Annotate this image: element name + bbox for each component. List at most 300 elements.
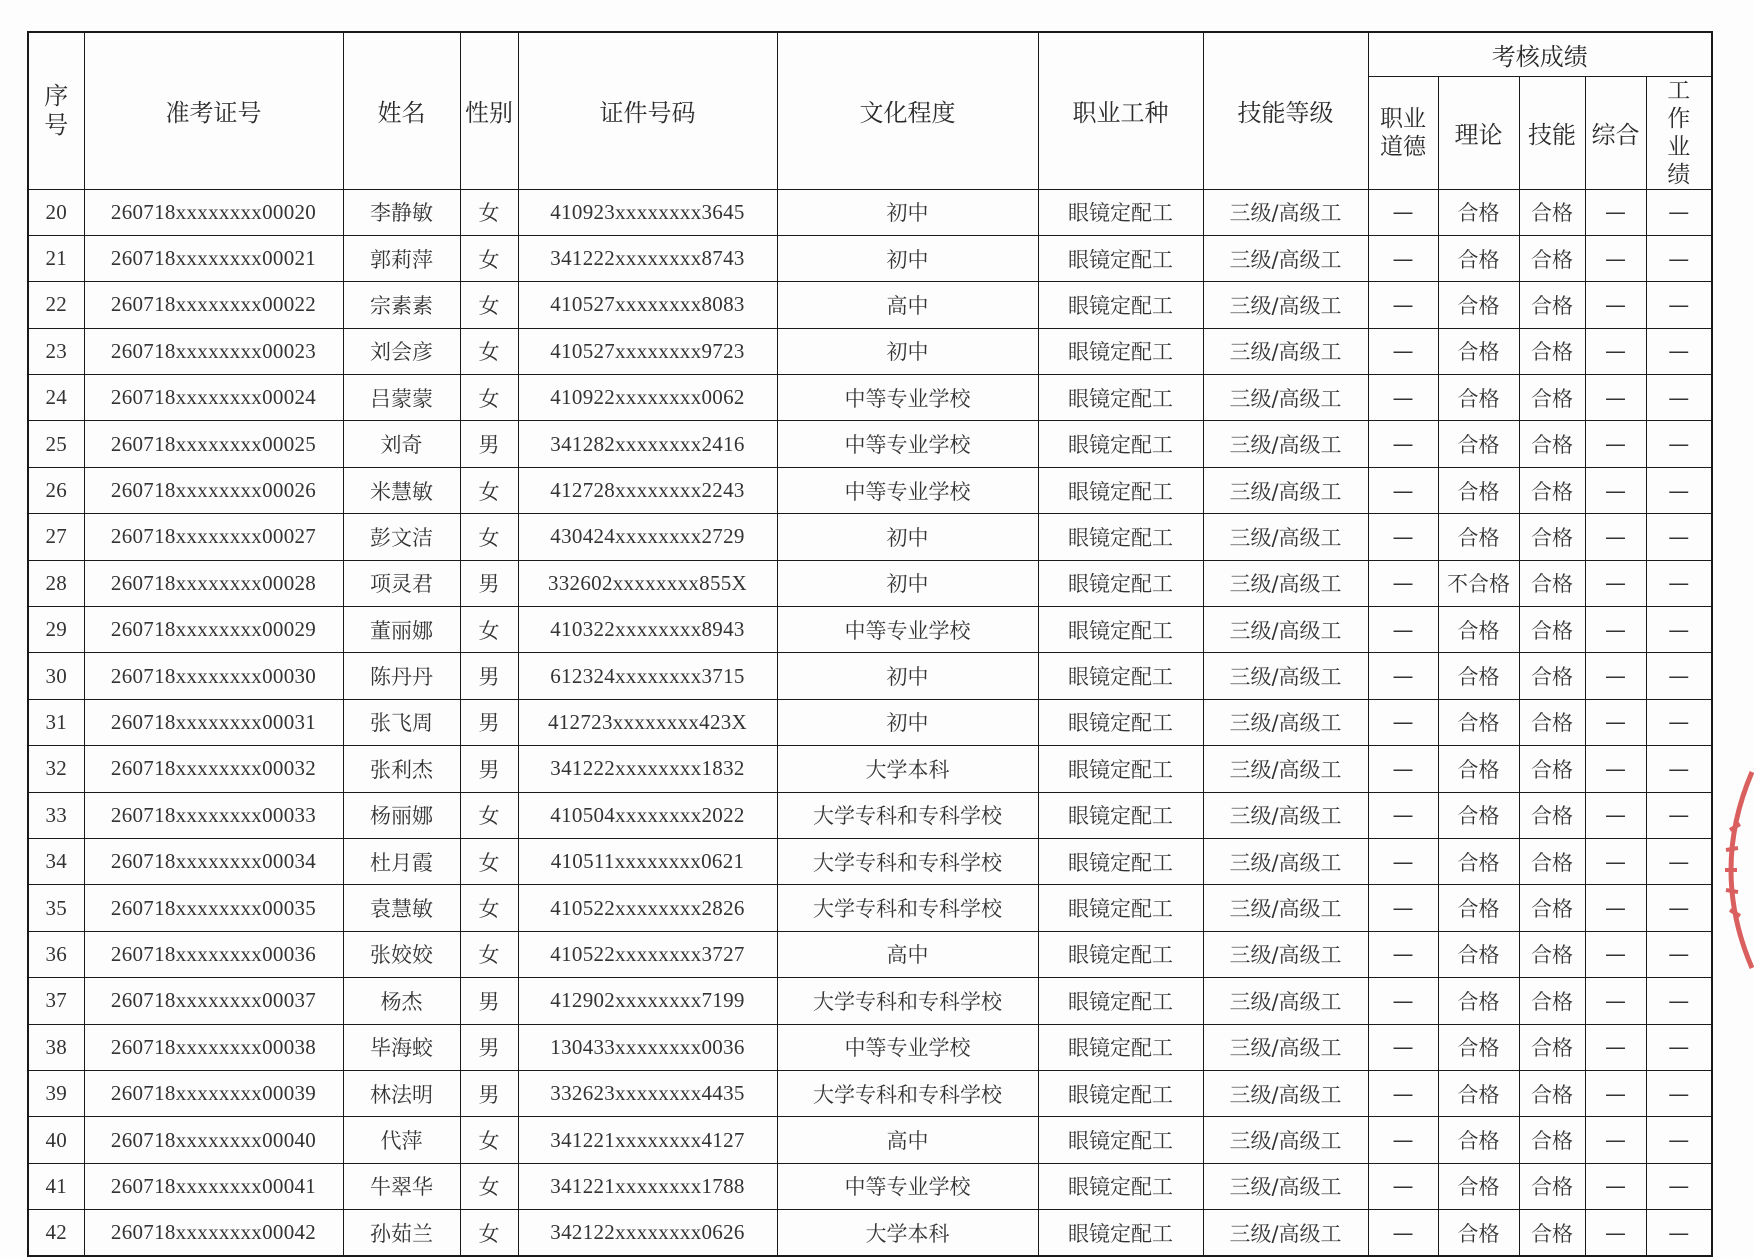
cell-work: — xyxy=(1646,653,1712,699)
table-row xyxy=(28,328,1712,374)
cell-job: 眼镜定配工 xyxy=(1038,189,1203,235)
cell-ethics: — xyxy=(1368,838,1438,884)
cell-name: 牛翠华 xyxy=(343,1163,460,1209)
cell-name: 袁慧敏 xyxy=(343,885,460,931)
cell-ethics: — xyxy=(1368,1210,1438,1256)
cell-overall: — xyxy=(1585,1210,1646,1256)
cell-theory: 合格 xyxy=(1438,282,1519,328)
cell-name: 吕蒙蒙 xyxy=(343,375,460,421)
cell-theory: 合格 xyxy=(1438,1117,1519,1163)
cell-level: 三级/高级工 xyxy=(1203,653,1368,699)
cell-job: 眼镜定配工 xyxy=(1038,746,1203,792)
table-row xyxy=(28,653,1712,699)
cell-level: 三级/高级工 xyxy=(1203,560,1368,606)
cell-ticket: 260718xxxxxxxx00034 xyxy=(84,838,343,884)
cell-seq: 20 xyxy=(28,189,84,235)
cell-name: 张姣姣 xyxy=(343,931,460,977)
cell-seq: 39 xyxy=(28,1070,84,1116)
cell-name: 董丽娜 xyxy=(343,607,460,653)
cell-ticket: 260718xxxxxxxx00031 xyxy=(84,699,343,745)
cell-edu: 大学专科和专科学校 xyxy=(777,792,1038,838)
cell-level: 三级/高级工 xyxy=(1203,607,1368,653)
cell-overall: — xyxy=(1585,607,1646,653)
cell-work: — xyxy=(1646,931,1712,977)
cell-seq: 35 xyxy=(28,885,84,931)
header-name: 姓名 xyxy=(343,32,460,189)
cell-skill: 合格 xyxy=(1519,885,1585,931)
header-ticket: 准考证号 xyxy=(84,32,343,189)
cell-job: 眼镜定配工 xyxy=(1038,1163,1203,1209)
cell-gender: 女 xyxy=(460,792,518,838)
cell-job: 眼镜定配工 xyxy=(1038,328,1203,374)
cell-gender: 女 xyxy=(460,189,518,235)
cell-level: 三级/高级工 xyxy=(1203,421,1368,467)
cell-skill: 合格 xyxy=(1519,421,1585,467)
cell-overall: — xyxy=(1585,699,1646,745)
cell-seq: 25 xyxy=(28,421,84,467)
cell-overall: — xyxy=(1585,885,1646,931)
header-scores: 考核成绩 xyxy=(1368,32,1712,76)
header-work: 工作业绩 xyxy=(1646,76,1712,189)
table-row xyxy=(28,1117,1712,1163)
cell-seq: 32 xyxy=(28,746,84,792)
cell-ticket: 260718xxxxxxxx00039 xyxy=(84,1070,343,1116)
cell-overall: — xyxy=(1585,838,1646,884)
cell-gender: 男 xyxy=(460,1070,518,1116)
table-row xyxy=(28,885,1712,931)
cell-theory: 合格 xyxy=(1438,1070,1519,1116)
cell-skill: 合格 xyxy=(1519,978,1585,1024)
cell-work: — xyxy=(1646,560,1712,606)
cell-ticket: 260718xxxxxxxx00029 xyxy=(84,607,343,653)
cell-theory: 合格 xyxy=(1438,838,1519,884)
cell-level: 三级/高级工 xyxy=(1203,699,1368,745)
cell-job: 眼镜定配工 xyxy=(1038,653,1203,699)
table-row xyxy=(28,607,1712,653)
cell-work: — xyxy=(1646,885,1712,931)
cell-ethics: — xyxy=(1368,560,1438,606)
cell-id: 410522xxxxxxxx2826 xyxy=(518,885,777,931)
cell-ticket: 260718xxxxxxxx00033 xyxy=(84,792,343,838)
table-row xyxy=(28,1070,1712,1116)
cell-ticket: 260718xxxxxxxx00023 xyxy=(84,328,343,374)
table-row xyxy=(28,792,1712,838)
cell-name: 宗素素 xyxy=(343,282,460,328)
cell-id: 412902xxxxxxxx7199 xyxy=(518,978,777,1024)
table-row xyxy=(28,375,1712,421)
header-ethics: 职业道德 xyxy=(1368,76,1438,189)
cell-theory: 合格 xyxy=(1438,235,1519,281)
cell-level: 三级/高级工 xyxy=(1203,328,1368,374)
cell-seq: 42 xyxy=(28,1210,84,1256)
cell-ticket: 260718xxxxxxxx00032 xyxy=(84,746,343,792)
cell-skill: 合格 xyxy=(1519,699,1585,745)
table-row xyxy=(28,838,1712,884)
cell-ticket: 260718xxxxxxxx00024 xyxy=(84,375,343,421)
cell-ticket: 260718xxxxxxxx00020 xyxy=(84,189,343,235)
cell-skill: 合格 xyxy=(1519,467,1585,513)
cell-name: 杨杰 xyxy=(343,978,460,1024)
cell-id: 130433xxxxxxxx0036 xyxy=(518,1024,777,1070)
cell-skill: 合格 xyxy=(1519,375,1585,421)
cell-gender: 女 xyxy=(460,467,518,513)
cell-id: 341282xxxxxxxx2416 xyxy=(518,421,777,467)
cell-seq: 40 xyxy=(28,1117,84,1163)
cell-theory: 合格 xyxy=(1438,514,1519,560)
cell-seq: 21 xyxy=(28,235,84,281)
cell-gender: 男 xyxy=(460,653,518,699)
cell-gender: 女 xyxy=(460,282,518,328)
cell-id: 410527xxxxxxxx9723 xyxy=(518,328,777,374)
cell-seq: 33 xyxy=(28,792,84,838)
table-row xyxy=(28,1163,1712,1209)
cell-ticket: 260718xxxxxxxx00042 xyxy=(84,1210,343,1256)
cell-ticket: 260718xxxxxxxx00037 xyxy=(84,978,343,1024)
cell-id: 430424xxxxxxxx2729 xyxy=(518,514,777,560)
cell-name: 代萍 xyxy=(343,1117,460,1163)
cell-seq: 24 xyxy=(28,375,84,421)
cell-overall: — xyxy=(1585,282,1646,328)
cell-seq: 41 xyxy=(28,1163,84,1209)
cell-edu: 初中 xyxy=(777,699,1038,745)
cell-theory: 合格 xyxy=(1438,699,1519,745)
cell-job: 眼镜定配工 xyxy=(1038,607,1203,653)
cell-ticket: 260718xxxxxxxx00026 xyxy=(84,467,343,513)
cell-work: — xyxy=(1646,1070,1712,1116)
cell-gender: 男 xyxy=(460,421,518,467)
cell-edu: 中等专业学校 xyxy=(777,1163,1038,1209)
cell-id: 412723xxxxxxxx423X xyxy=(518,699,777,745)
cell-theory: 合格 xyxy=(1438,653,1519,699)
cell-id: 410522xxxxxxxx3727 xyxy=(518,931,777,977)
red-seal-stamp xyxy=(1700,770,1754,970)
cell-overall: — xyxy=(1585,189,1646,235)
cell-work: — xyxy=(1646,282,1712,328)
cell-ticket: 260718xxxxxxxx00038 xyxy=(84,1024,343,1070)
cell-skill: 合格 xyxy=(1519,1210,1585,1256)
table-body xyxy=(28,189,1712,1256)
cell-ethics: — xyxy=(1368,1024,1438,1070)
cell-gender: 女 xyxy=(460,1163,518,1209)
cell-edu: 大学专科和专科学校 xyxy=(777,885,1038,931)
cell-edu: 大学本科 xyxy=(777,746,1038,792)
cell-ethics: — xyxy=(1368,1070,1438,1116)
header-gender: 性别 xyxy=(460,32,518,189)
cell-theory: 合格 xyxy=(1438,978,1519,1024)
cell-seq: 38 xyxy=(28,1024,84,1070)
cell-ethics: — xyxy=(1368,792,1438,838)
cell-skill: 合格 xyxy=(1519,1163,1585,1209)
cell-job: 眼镜定配工 xyxy=(1038,1210,1203,1256)
cell-skill: 合格 xyxy=(1519,607,1585,653)
cell-ethics: — xyxy=(1368,189,1438,235)
cell-seq: 36 xyxy=(28,931,84,977)
cell-name: 李静敏 xyxy=(343,189,460,235)
cell-skill: 合格 xyxy=(1519,560,1585,606)
cell-work: — xyxy=(1646,514,1712,560)
cell-overall: — xyxy=(1585,375,1646,421)
header-overall: 综合 xyxy=(1585,76,1646,189)
cell-edu: 初中 xyxy=(777,189,1038,235)
cell-job: 眼镜定配工 xyxy=(1038,978,1203,1024)
cell-work: — xyxy=(1646,699,1712,745)
cell-gender: 女 xyxy=(460,838,518,884)
cell-seq: 31 xyxy=(28,699,84,745)
table-row xyxy=(28,746,1712,792)
cell-work: — xyxy=(1646,235,1712,281)
cell-job: 眼镜定配工 xyxy=(1038,514,1203,560)
cell-edu: 中等专业学校 xyxy=(777,1024,1038,1070)
cell-id: 332602xxxxxxxx855X xyxy=(518,560,777,606)
cell-seq: 37 xyxy=(28,978,84,1024)
cell-work: — xyxy=(1646,607,1712,653)
cell-name: 刘奇 xyxy=(343,421,460,467)
header-seq: 序号 xyxy=(28,32,84,189)
cell-level: 三级/高级工 xyxy=(1203,467,1368,513)
cell-level: 三级/高级工 xyxy=(1203,838,1368,884)
cell-overall: — xyxy=(1585,560,1646,606)
cell-gender: 女 xyxy=(460,1117,518,1163)
table-row xyxy=(28,282,1712,328)
cell-level: 三级/高级工 xyxy=(1203,931,1368,977)
cell-name: 项灵君 xyxy=(343,560,460,606)
cell-level: 三级/高级工 xyxy=(1203,1163,1368,1209)
cell-edu: 中等专业学校 xyxy=(777,375,1038,421)
cell-seq: 28 xyxy=(28,560,84,606)
cell-ethics: — xyxy=(1368,514,1438,560)
cell-id: 341222xxxxxxxx8743 xyxy=(518,235,777,281)
cell-ethics: — xyxy=(1368,699,1438,745)
cell-level: 三级/高级工 xyxy=(1203,235,1368,281)
header-job: 职业工种 xyxy=(1038,32,1203,189)
cell-ticket: 260718xxxxxxxx00041 xyxy=(84,1163,343,1209)
cell-overall: — xyxy=(1585,1070,1646,1116)
cell-ethics: — xyxy=(1368,421,1438,467)
cell-skill: 合格 xyxy=(1519,746,1585,792)
cell-skill: 合格 xyxy=(1519,1117,1585,1163)
cell-theory: 合格 xyxy=(1438,467,1519,513)
cell-level: 三级/高级工 xyxy=(1203,282,1368,328)
cell-ethics: — xyxy=(1368,978,1438,1024)
cell-ethics: — xyxy=(1368,746,1438,792)
cell-level: 三级/高级工 xyxy=(1203,1024,1368,1070)
cell-id: 410322xxxxxxxx8943 xyxy=(518,607,777,653)
cell-gender: 男 xyxy=(460,699,518,745)
cell-gender: 女 xyxy=(460,1210,518,1256)
header-skill: 技能 xyxy=(1519,76,1585,189)
cell-name: 毕海蛟 xyxy=(343,1024,460,1070)
cell-job: 眼镜定配工 xyxy=(1038,792,1203,838)
cell-id: 341222xxxxxxxx1832 xyxy=(518,746,777,792)
cell-overall: — xyxy=(1585,978,1646,1024)
cell-work: — xyxy=(1646,328,1712,374)
cell-ticket: 260718xxxxxxxx00028 xyxy=(84,560,343,606)
cell-level: 三级/高级工 xyxy=(1203,1070,1368,1116)
cell-level: 三级/高级工 xyxy=(1203,746,1368,792)
cell-name: 彭文洁 xyxy=(343,514,460,560)
cell-theory: 合格 xyxy=(1438,885,1519,931)
cell-skill: 合格 xyxy=(1519,653,1585,699)
cell-name: 米慧敏 xyxy=(343,467,460,513)
cell-theory: 合格 xyxy=(1438,1163,1519,1209)
cell-theory: 合格 xyxy=(1438,746,1519,792)
cell-overall: — xyxy=(1585,931,1646,977)
cell-skill: 合格 xyxy=(1519,792,1585,838)
cell-ticket: 260718xxxxxxxx00040 xyxy=(84,1117,343,1163)
cell-gender: 男 xyxy=(460,978,518,1024)
cell-job: 眼镜定配工 xyxy=(1038,885,1203,931)
cell-edu: 大学专科和专科学校 xyxy=(777,978,1038,1024)
table-row xyxy=(28,235,1712,281)
cell-id: 341221xxxxxxxx1788 xyxy=(518,1163,777,1209)
cell-job: 眼镜定配工 xyxy=(1038,282,1203,328)
cell-theory: 合格 xyxy=(1438,607,1519,653)
cell-id: 410527xxxxxxxx8083 xyxy=(518,282,777,328)
table-row xyxy=(28,514,1712,560)
cell-gender: 男 xyxy=(460,1024,518,1070)
cell-seq: 26 xyxy=(28,467,84,513)
cell-ticket: 260718xxxxxxxx00022 xyxy=(84,282,343,328)
cell-id: 412728xxxxxxxx2243 xyxy=(518,467,777,513)
cell-edu: 大学专科和专科学校 xyxy=(777,1070,1038,1116)
cell-gender: 女 xyxy=(460,328,518,374)
cell-work: — xyxy=(1646,792,1712,838)
table-row xyxy=(28,1024,1712,1070)
cell-gender: 女 xyxy=(460,931,518,977)
cell-overall: — xyxy=(1585,1117,1646,1163)
table-row xyxy=(28,421,1712,467)
cell-ticket: 260718xxxxxxxx00035 xyxy=(84,885,343,931)
cell-id: 341221xxxxxxxx4127 xyxy=(518,1117,777,1163)
cell-skill: 合格 xyxy=(1519,1024,1585,1070)
cell-job: 眼镜定配工 xyxy=(1038,838,1203,884)
cell-level: 三级/高级工 xyxy=(1203,885,1368,931)
cell-id: 612324xxxxxxxx3715 xyxy=(518,653,777,699)
cell-name: 孙茹兰 xyxy=(343,1210,460,1256)
cell-ticket: 260718xxxxxxxx00021 xyxy=(84,235,343,281)
cell-theory: 合格 xyxy=(1438,421,1519,467)
cell-skill: 合格 xyxy=(1519,328,1585,374)
cell-overall: — xyxy=(1585,328,1646,374)
table-header xyxy=(28,32,1712,189)
cell-work: — xyxy=(1646,1117,1712,1163)
cell-ethics: — xyxy=(1368,328,1438,374)
cell-gender: 女 xyxy=(460,514,518,560)
cell-skill: 合格 xyxy=(1519,838,1585,884)
cell-theory: 合格 xyxy=(1438,792,1519,838)
header-id: 证件号码 xyxy=(518,32,777,189)
cell-edu: 大学专科和专科学校 xyxy=(777,838,1038,884)
cell-skill: 合格 xyxy=(1519,189,1585,235)
cell-id: 410922xxxxxxxx0062 xyxy=(518,375,777,421)
cell-ethics: — xyxy=(1368,653,1438,699)
table-row xyxy=(28,467,1712,513)
cell-theory: 不合格 xyxy=(1438,560,1519,606)
cell-id: 410504xxxxxxxx2022 xyxy=(518,792,777,838)
cell-edu: 初中 xyxy=(777,560,1038,606)
cell-job: 眼镜定配工 xyxy=(1038,1117,1203,1163)
cell-job: 眼镜定配工 xyxy=(1038,931,1203,977)
cell-seq: 29 xyxy=(28,607,84,653)
cell-overall: — xyxy=(1585,514,1646,560)
cell-skill: 合格 xyxy=(1519,235,1585,281)
cell-name: 郭莉萍 xyxy=(343,235,460,281)
cell-edu: 初中 xyxy=(777,235,1038,281)
cell-theory: 合格 xyxy=(1438,328,1519,374)
cell-edu: 高中 xyxy=(777,931,1038,977)
cell-edu: 中等专业学校 xyxy=(777,607,1038,653)
cell-work: — xyxy=(1646,421,1712,467)
cell-name: 刘会彦 xyxy=(343,328,460,374)
cell-edu: 初中 xyxy=(777,514,1038,560)
cell-ticket: 260718xxxxxxxx00036 xyxy=(84,931,343,977)
cell-id: 342122xxxxxxxx0626 xyxy=(518,1210,777,1256)
cell-overall: — xyxy=(1585,1024,1646,1070)
cell-skill: 合格 xyxy=(1519,1070,1585,1116)
cell-job: 眼镜定配工 xyxy=(1038,1024,1203,1070)
cell-overall: — xyxy=(1585,792,1646,838)
cell-id: 332623xxxxxxxx4435 xyxy=(518,1070,777,1116)
cell-edu: 初中 xyxy=(777,328,1038,374)
cell-work: — xyxy=(1646,189,1712,235)
cell-job: 眼镜定配工 xyxy=(1038,1070,1203,1116)
cell-edu: 高中 xyxy=(777,282,1038,328)
cell-ethics: — xyxy=(1368,375,1438,421)
cell-theory: 合格 xyxy=(1438,189,1519,235)
cell-overall: — xyxy=(1585,235,1646,281)
cell-level: 三级/高级工 xyxy=(1203,375,1368,421)
cell-job: 眼镜定配工 xyxy=(1038,467,1203,513)
cell-ethics: — xyxy=(1368,607,1438,653)
cell-gender: 女 xyxy=(460,375,518,421)
cell-theory: 合格 xyxy=(1438,1210,1519,1256)
cell-ticket: 260718xxxxxxxx00030 xyxy=(84,653,343,699)
cell-seq: 22 xyxy=(28,282,84,328)
table-row xyxy=(28,560,1712,606)
cell-job: 眼镜定配工 xyxy=(1038,560,1203,606)
cell-skill: 合格 xyxy=(1519,931,1585,977)
cell-seq: 27 xyxy=(28,514,84,560)
cell-level: 三级/高级工 xyxy=(1203,1117,1368,1163)
cell-work: — xyxy=(1646,978,1712,1024)
cell-theory: 合格 xyxy=(1438,931,1519,977)
cell-name: 杨丽娜 xyxy=(343,792,460,838)
cell-level: 三级/高级工 xyxy=(1203,1210,1368,1256)
cell-id: 410923xxxxxxxx3645 xyxy=(518,189,777,235)
cell-job: 眼镜定配工 xyxy=(1038,421,1203,467)
cell-ethics: — xyxy=(1368,931,1438,977)
cell-seq: 23 xyxy=(28,328,84,374)
cell-ethics: — xyxy=(1368,1117,1438,1163)
cell-ethics: — xyxy=(1368,467,1438,513)
cell-work: — xyxy=(1646,375,1712,421)
cell-gender: 男 xyxy=(460,746,518,792)
cell-skill: 合格 xyxy=(1519,282,1585,328)
header-level: 技能等级 xyxy=(1203,32,1368,189)
cell-work: — xyxy=(1646,838,1712,884)
score-table xyxy=(27,31,1713,1257)
cell-level: 三级/高级工 xyxy=(1203,514,1368,560)
cell-work: — xyxy=(1646,467,1712,513)
cell-gender: 男 xyxy=(460,560,518,606)
table-row xyxy=(28,1210,1712,1256)
cell-ethics: — xyxy=(1368,1163,1438,1209)
cell-edu: 中等专业学校 xyxy=(777,467,1038,513)
cell-name: 张利杰 xyxy=(343,746,460,792)
table-row xyxy=(28,931,1712,977)
cell-level: 三级/高级工 xyxy=(1203,189,1368,235)
cell-work: — xyxy=(1646,1024,1712,1070)
